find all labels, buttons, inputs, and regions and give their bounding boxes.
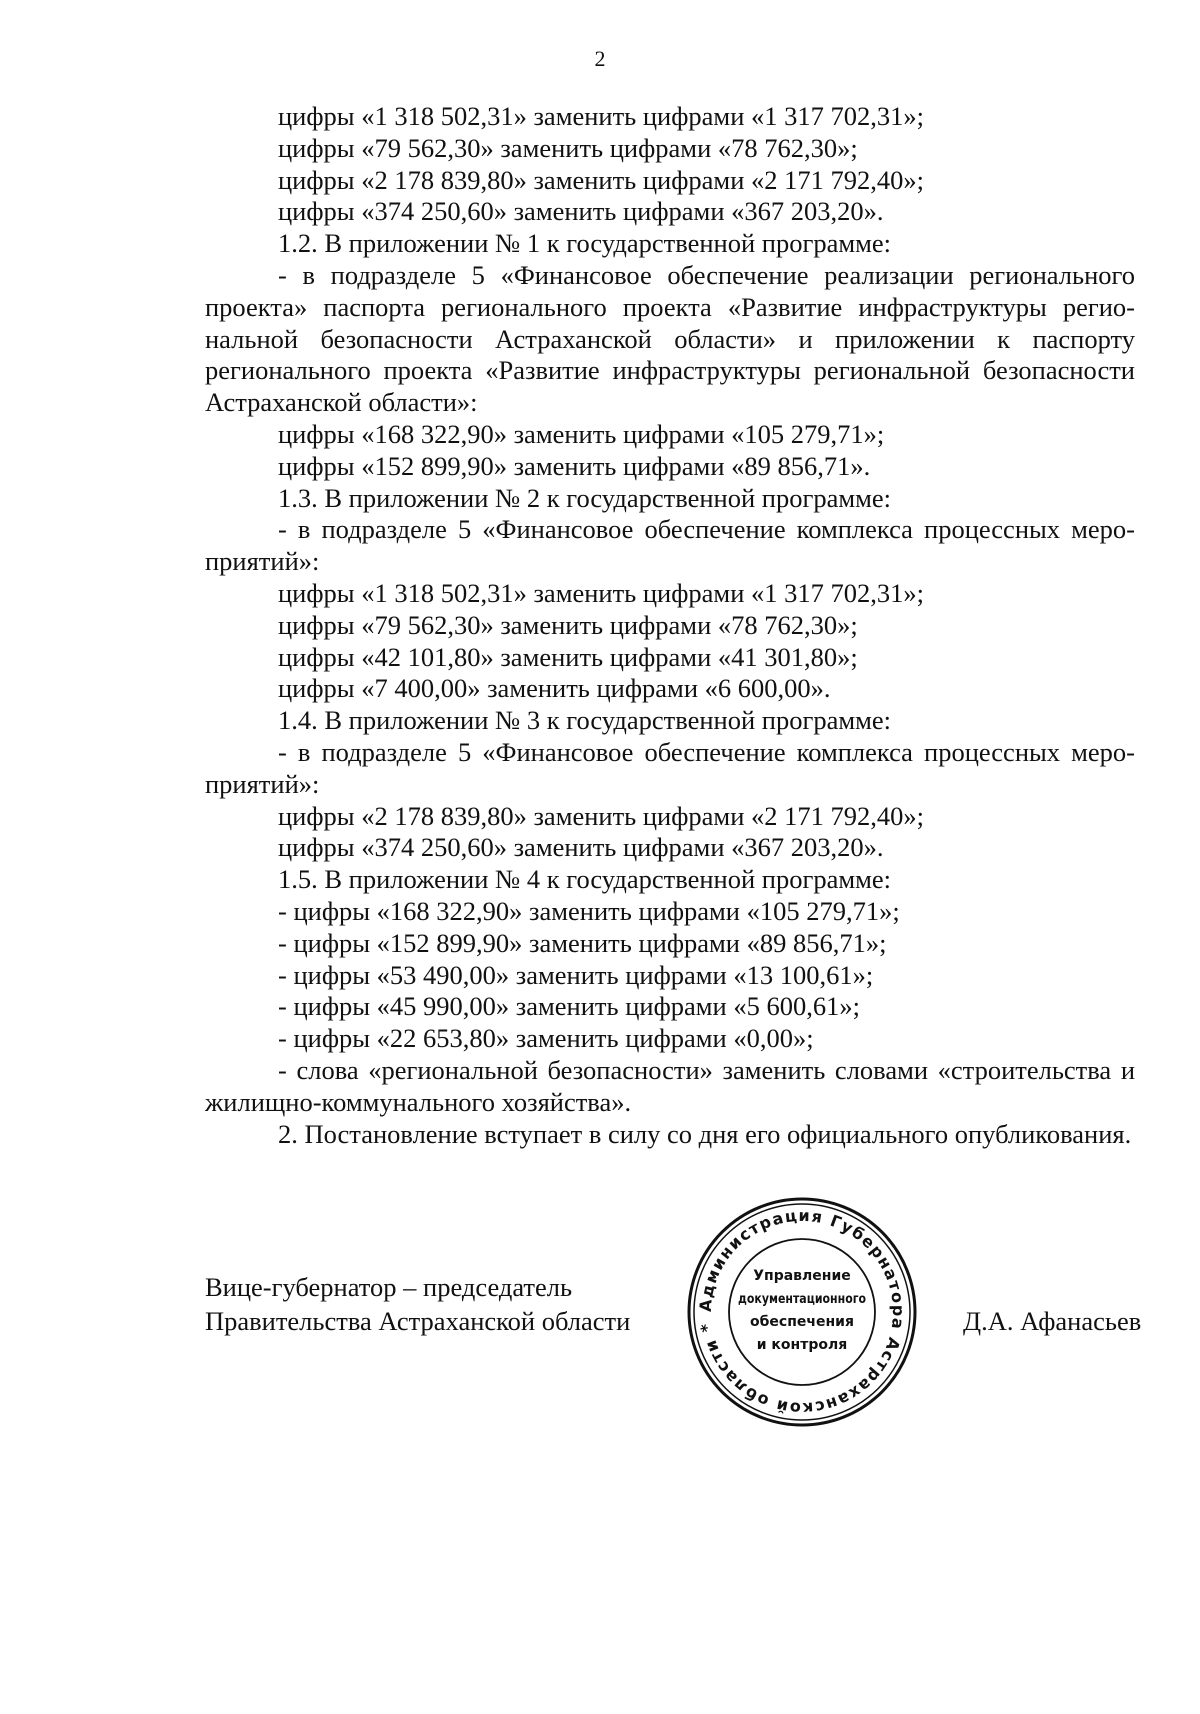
text-line: цифры «374 250,60» заменить цифрами «367 203,20». xyxy=(278,196,884,227)
section-heading: 1.5. В приложении № 4 к государственной программе: xyxy=(278,864,891,895)
seal-center-line: и контроля xyxy=(756,1337,848,1353)
seal-inner-ring xyxy=(729,1239,875,1385)
list-item: - цифры «45 990,00» заменить цифрами «5 600,61»; xyxy=(278,991,860,1022)
section-heading: 1.3. В приложении № 2 к государственной программе: xyxy=(278,482,891,513)
text-line: цифры «2 178 839,80» заменить цифрами «2 171 792,40»; xyxy=(278,800,924,831)
list-item: - цифры «152 899,90» заменить цифрами «89 856,71»; xyxy=(278,927,887,958)
paragraph: 2. Постановление вступает в силу со дня его официального опубликования. xyxy=(278,1118,1132,1149)
list-item: - цифры «22 653,80» заменить цифрами «0,00»; xyxy=(278,1023,814,1054)
text-line: цифры «374 250,60» заменить цифрами «367 203,20». xyxy=(278,832,884,863)
seal-center-line: Управление xyxy=(753,1268,851,1284)
section-heading: 1.2. В приложении № 1 к государственной программе: xyxy=(278,228,891,259)
list-item: - цифры «168 322,90» заменить цифрами «105 279,71»; xyxy=(278,895,900,926)
paragraph: - в подразделе 5 «Финансовое обеспечение комплекса процессных мероприятий»: xyxy=(205,514,1135,577)
text-line: цифры «7 400,00» заменить цифрами «6 600,00». xyxy=(278,673,831,704)
official-seal-icon xyxy=(685,1195,919,1429)
seal-outer-ring-inner xyxy=(694,1204,910,1420)
paragraph: - в подразделе 5 «Финансовое обеспечение комплекса процессных мероприятий»: xyxy=(205,736,1135,799)
list-item: - цифры «53 490,00» заменить цифрами «13 100,61»; xyxy=(278,959,874,990)
seal-ring-text: Администрация Губернатора Астраханской области * xyxy=(695,1205,909,1419)
text-line: цифры «79 562,30» заменить цифрами «78 762,30»; xyxy=(278,132,858,163)
text-line: цифры «152 899,90» заменить цифрами «89 856,71». xyxy=(278,450,871,481)
document-body xyxy=(205,101,1135,1150)
signatory-title-line: Вице-губернатор – председатель xyxy=(205,1272,573,1302)
signatory-title-line: Правительства Астраханской области xyxy=(205,1306,631,1336)
text-line: цифры «1 318 502,31» заменить цифрами «1 317 702,31»; xyxy=(278,577,924,608)
text-line: цифры «42 101,80» заменить цифрами «41 301,80»; xyxy=(278,641,858,672)
seal-center-line: документационного xyxy=(738,1292,867,1307)
page-number: 2 xyxy=(594,46,606,71)
signatory-name: Д.А. Афанасьев xyxy=(963,1306,1142,1336)
seal-outer-ring xyxy=(689,1199,915,1425)
list-item: - слова «региональной безопасности» заменить словами «строительства и жилищно-коммунального хозяйства». xyxy=(205,1054,1135,1117)
paragraph: - в подразделе 5 «Финансовое обеспечение реализации регионального проекта» паспорта регионального проекта «Развитие инфраструктуры региональной безопасности Астраханской области» и приложении к паспорту регионального проекта «Развитие инфраструктуры региональной безопасности Астраханской области»: xyxy=(205,259,1135,418)
text-line: цифры «79 562,30» заменить цифрами «78 762,30»; xyxy=(278,609,858,640)
seal-center-line: обеспечения xyxy=(750,1314,854,1330)
signatory-title xyxy=(205,1270,630,1338)
text-line: цифры «168 322,90» заменить цифрами «105 279,71»; xyxy=(278,418,885,449)
text-line: цифры «2 178 839,80» заменить цифрами «2 171 792,40»; xyxy=(278,164,924,195)
section-heading: 1.4. В приложении № 3 к государственной программе: xyxy=(278,705,891,736)
text-line: цифры «1 318 502,31» заменить цифрами «1 317 702,31»; xyxy=(278,101,924,131)
